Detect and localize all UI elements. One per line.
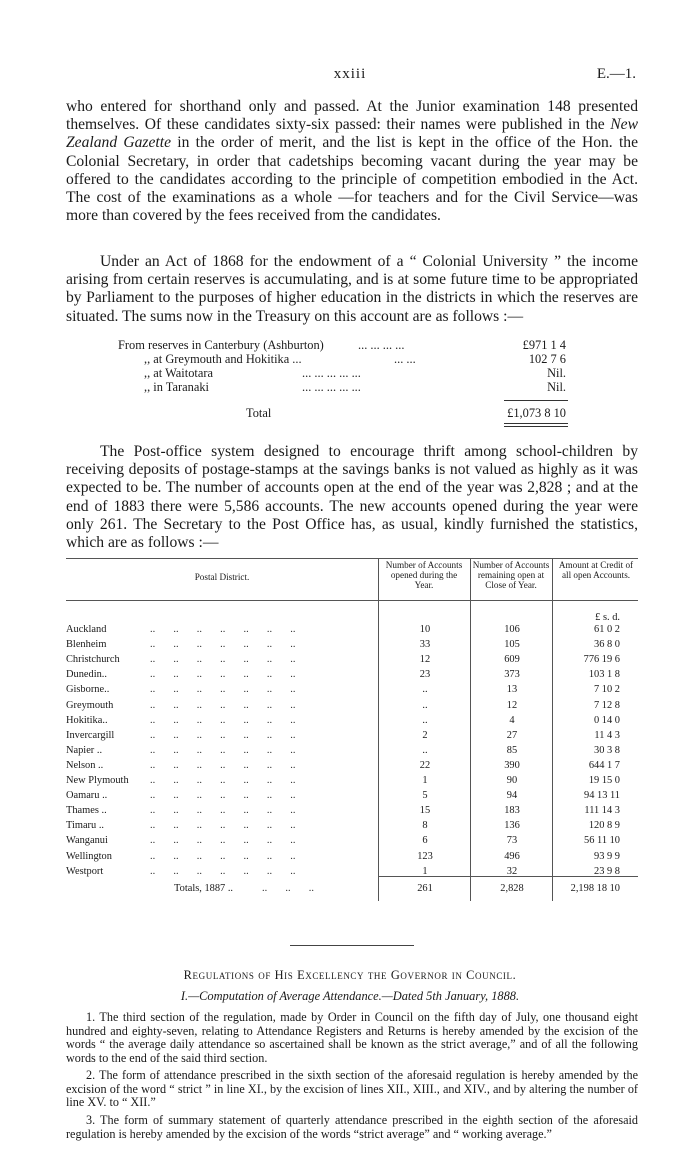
table-row (66, 745, 638, 756)
district-cell: Thames .. (66, 805, 107, 817)
accounts-opened-cell: 2 (422, 729, 428, 741)
table-row (66, 835, 638, 846)
amount-credit-cell: 103 1 8 (588, 669, 620, 681)
amount-credit-cell: 61 0 2 (594, 624, 620, 635)
reserves-total-amount: £1,073 8 10 (507, 406, 566, 420)
reserves-total-label: Total (246, 406, 272, 420)
reserve-amount: Nil. (547, 366, 566, 380)
totals-label: Totals, 1887 .. (174, 883, 234, 894)
district-cell: Timaru .. (66, 820, 105, 832)
amount-credit-cell: 644 1 7 (588, 759, 620, 771)
table-row (66, 775, 638, 786)
district-cell: Oamaru .. (66, 790, 108, 802)
table-row (66, 760, 638, 771)
table-row (66, 730, 638, 741)
regulation-clause-3-text: 3. The form of summary statement of quarterly attendance prescribed in the eighth section of the aforesaid regulation is hereby amended by the excision of the words “strict average” and “ working average.” (66, 1113, 638, 1141)
post-office-statistics-table (66, 558, 638, 901)
reserve-label: ,, at Greymouth and Hokitika ... (144, 352, 302, 366)
accounts-open-cell: 90 (506, 775, 518, 786)
reserve-leader-dots: ... ... ... ... ... (302, 380, 361, 394)
paragraph-examinations (66, 98, 638, 225)
totals-opened: 261 (417, 883, 433, 894)
row-leader-dots: .. .. .. .. .. .. .. (150, 684, 296, 696)
district-cell: Nelson .. (66, 759, 104, 771)
accounts-opened-cell: 1 (422, 865, 428, 877)
amount-credit-cell: 19 15 0 (588, 775, 620, 786)
regulation-clause-1-text: 1. The third section of the regulation, made by Order in Council on the fifth day of July, one thousand eight hundred and eighty-seven, relating to Attendance Registers and Returns is hereby amended by the excision of the words “ the average daily attendance so ascertained shall be known as the strict average,” and of all the following words to the end of the said third section. (66, 1010, 638, 1065)
row-leader-dots: .. .. .. .. .. .. .. (150, 654, 296, 666)
reserve-leader-dots: ... ... (394, 352, 416, 366)
totals-credit: 2,198 18 10 (570, 883, 620, 894)
reserve-leader-dots: ... ... ... ... (358, 338, 405, 352)
regulations-subtitle: I.—Computation of Average Attendance.—Dated 5th January, 1888. (180, 989, 520, 1003)
district-cell: Christchurch (66, 654, 120, 666)
header-accounts-open: Number of Accounts remaining open at Close of Year. (472, 560, 550, 590)
header-amount-credit: Amount at Credit of all open Accounts. (558, 560, 634, 580)
accounts-opened-cell: .. (422, 714, 428, 726)
accounts-opened-cell: 10 (419, 624, 431, 635)
accounts-open-cell: 609 (504, 654, 520, 666)
reserve-amount: 102 7 6 (528, 352, 566, 366)
amount-credit-cell: 776 19 6 (583, 654, 620, 666)
accounts-open-cell: 85 (506, 744, 518, 756)
amount-credit-cell: 36 8 0 (594, 639, 620, 651)
district-cell: Invercargill (66, 729, 115, 741)
paragraph-examinations-part-1: who entered for shorthand only and passed. At the Junior examination 148 presented themselves. Of these candidates sixty-six passed: their names were published in the (66, 98, 638, 134)
amount-credit-cell: 0 14 0 (594, 714, 620, 726)
accounts-opened-cell: 8 (422, 820, 428, 832)
regulation-clause-2 (66, 1069, 638, 1110)
accounts-opened-cell: 12 (419, 654, 431, 666)
accounts-opened-cell: .. (422, 699, 428, 711)
district-cell: Gisborne.. (66, 684, 110, 696)
accounts-opened-cell: 22 (419, 759, 431, 771)
district-cell: Wanganui (66, 835, 108, 847)
accounts-opened-cell: .. (422, 744, 428, 756)
header-postal-district: Postal District. (194, 572, 250, 582)
accounts-open-cell: 373 (504, 669, 520, 681)
reserve-row (118, 352, 578, 367)
reserve-label: ,, in Taranaki (144, 380, 209, 394)
accounts-opened-cell: 15 (419, 805, 431, 817)
accounts-open-cell: 106 (504, 624, 520, 635)
totals-leader-dots: .. .. .. (262, 883, 314, 894)
accounts-open-cell: 32 (506, 865, 518, 877)
row-leader-dots: .. .. .. .. .. .. .. (150, 850, 296, 862)
accounts-open-cell: 27 (506, 729, 518, 741)
row-leader-dots: .. .. .. .. .. .. .. (150, 639, 296, 651)
accounts-opened-cell: 23 (419, 669, 431, 681)
regulation-clause-2-text: 2. The form of attendance prescribed in the sixth section of the aforesaid regulation is hereby amended by the excision of the word “ strict ” in line XI., by the excision of lines XII., XIII., and XIV., and by altering the number of line XV. to “ XII.” (66, 1068, 638, 1110)
amount-credit-cell: 30 3 8 (594, 744, 620, 756)
row-leader-dots: .. .. .. .. .. .. .. (150, 865, 296, 877)
district-cell: Napier .. (66, 744, 103, 756)
table-row (66, 684, 638, 695)
accounts-open-cell: 136 (504, 820, 520, 832)
row-leader-dots: .. .. .. .. .. .. .. (150, 835, 296, 847)
accounts-open-cell: 183 (504, 805, 520, 817)
row-leader-dots: .. .. .. .. .. .. .. (150, 759, 296, 771)
accounts-open-cell: 390 (504, 759, 520, 771)
table-row (66, 624, 638, 635)
reserve-row (118, 380, 578, 395)
table-row (66, 851, 638, 862)
currency-header-row (66, 612, 638, 623)
table-row (66, 639, 638, 650)
totals-row (66, 883, 638, 894)
document-reference: E.—1. (596, 66, 636, 82)
amount-credit-cell: 23 9 8 (594, 865, 620, 877)
amount-credit-cell: 56 11 10 (584, 835, 620, 847)
row-leader-dots: .. .. .. .. .. .. .. (150, 805, 296, 817)
reserve-row (118, 338, 578, 353)
regulation-clause-1 (66, 1011, 638, 1065)
amount-credit-cell: 120 8 9 (588, 820, 620, 832)
amount-credit-cell: 7 10 2 (594, 684, 620, 696)
accounts-open-cell: 73 (506, 835, 518, 847)
district-cell: Wellington (66, 850, 112, 862)
totals-rule (378, 876, 638, 877)
amount-credit-cell: 11 4 3 (594, 729, 620, 741)
currency-header: £ s. d. (595, 612, 620, 623)
accounts-open-cell: 94 (506, 790, 518, 802)
table-row (66, 820, 638, 831)
row-leader-dots: .. .. .. .. .. .. .. (150, 790, 296, 802)
row-leader-dots: .. .. .. .. .. .. .. (150, 714, 296, 726)
regulations-title: Regulations of His Excellency the Governor in Council. (183, 968, 517, 982)
accounts-open-cell: 4 (509, 714, 515, 726)
accounts-open-cell: 12 (506, 699, 518, 711)
district-cell: New Plymouth (66, 775, 129, 786)
district-cell: Hokitika.. (66, 714, 108, 726)
page-number: xxiii (333, 66, 367, 82)
table-row (66, 669, 638, 680)
reserve-amount: £971 1 4 (522, 338, 566, 352)
reserves-sum-rule (504, 400, 568, 401)
row-leader-dots: .. .. .. .. .. .. .. (150, 729, 296, 741)
regulation-clause-3 (66, 1114, 638, 1141)
accounts-opened-cell: 123 (417, 850, 433, 862)
row-leader-dots: .. .. .. .. .. .. .. (150, 744, 296, 756)
reserves-double-rule-bottom (504, 426, 568, 427)
amount-credit-cell: 111 14 3 (584, 805, 620, 817)
amount-credit-cell: 7 12 8 (594, 699, 620, 711)
district-cell: Auckland (66, 624, 107, 635)
reserve-label: From reserves in Canterbury (Ashburton) (118, 338, 324, 352)
accounts-open-cell: 13 (506, 684, 518, 696)
table-row (66, 700, 638, 711)
paragraph-post-office-text: The Post-office system designed to encourage thrift among school-children by receiving deposits of postage-stamps at the savings banks is not valued as highly as it was expected to be. The number of accounts open at the end of the year was 2,828 ; and at the end of 1883 there were 5,586 accounts. The new accounts opened during the year were only 261. The Secretary to the Post Office has, as usual, kindly furnished the statistics, which are as follows :— (66, 443, 638, 552)
accounts-opened-cell: 1 (422, 775, 428, 786)
paragraph-colonial-university-text: Under an Act of 1868 for the endowment of a “ Colonial University ” the income arising from certain reserves is accumulating, and is at some future time to be appropriated by Parliament to the purposes of higher education in the districts in which the reserves are situated. The sums now in the Treasury on this account are as follows :— (66, 253, 638, 325)
accounts-opened-cell: 5 (422, 790, 428, 802)
paragraph-colonial-university (66, 253, 638, 326)
amount-credit-cell: 93 9 9 (594, 850, 620, 862)
district-cell: Greymouth (66, 699, 114, 711)
reserve-label: ,, at Waitotara (144, 366, 213, 380)
paragraph-post-office (66, 443, 638, 552)
reserve-leader-dots: ... ... ... ... ... (302, 366, 361, 380)
accounts-opened-cell: .. (422, 684, 428, 696)
district-cell: Dunedin.. (66, 669, 107, 681)
row-leader-dots: .. .. .. .. .. .. .. (150, 669, 296, 681)
table-row (66, 654, 638, 665)
reserves-total-row (118, 406, 578, 421)
district-cell: Blenheim (66, 639, 107, 651)
row-leader-dots: .. .. .. .. .. .. .. (150, 775, 296, 786)
paragraph-examinations-part-2: in the order of merit, and the list is kept in the office of the Hon. the Colonial Secretary, in order that cadetships becoming vacant during the year may be offered to the candidates according to the principle of competition embodied in the Act. The cost of the examinations as a whole —for teachers and for the Civil Service—was more than covered by the fees received from the candidates. (66, 134, 638, 225)
gazette-title: New Zealand Gazette (66, 116, 638, 152)
table-row (66, 790, 638, 801)
totals-open: 2,828 (500, 883, 524, 894)
accounts-open-cell: 105 (504, 639, 520, 651)
table-row (66, 866, 638, 877)
accounts-open-cell: 496 (504, 850, 520, 862)
section-divider (290, 945, 414, 946)
table-row (66, 805, 638, 816)
reserve-row (118, 366, 578, 381)
row-leader-dots: .. .. .. .. .. .. .. (150, 699, 296, 711)
table-row (66, 715, 638, 726)
reserves-double-rule-top (504, 423, 568, 424)
row-leader-dots: .. .. .. .. .. .. .. (150, 820, 296, 832)
reserve-amount: Nil. (547, 380, 566, 394)
amount-credit-cell: 94 13 11 (584, 790, 620, 802)
accounts-opened-cell: 33 (419, 639, 431, 651)
row-leader-dots: .. .. .. .. .. .. .. (150, 624, 296, 635)
header-accounts-opened: Number of Accounts opened during the Year. (385, 560, 463, 590)
district-cell: Westport (66, 865, 104, 877)
accounts-opened-cell: 6 (422, 835, 428, 847)
